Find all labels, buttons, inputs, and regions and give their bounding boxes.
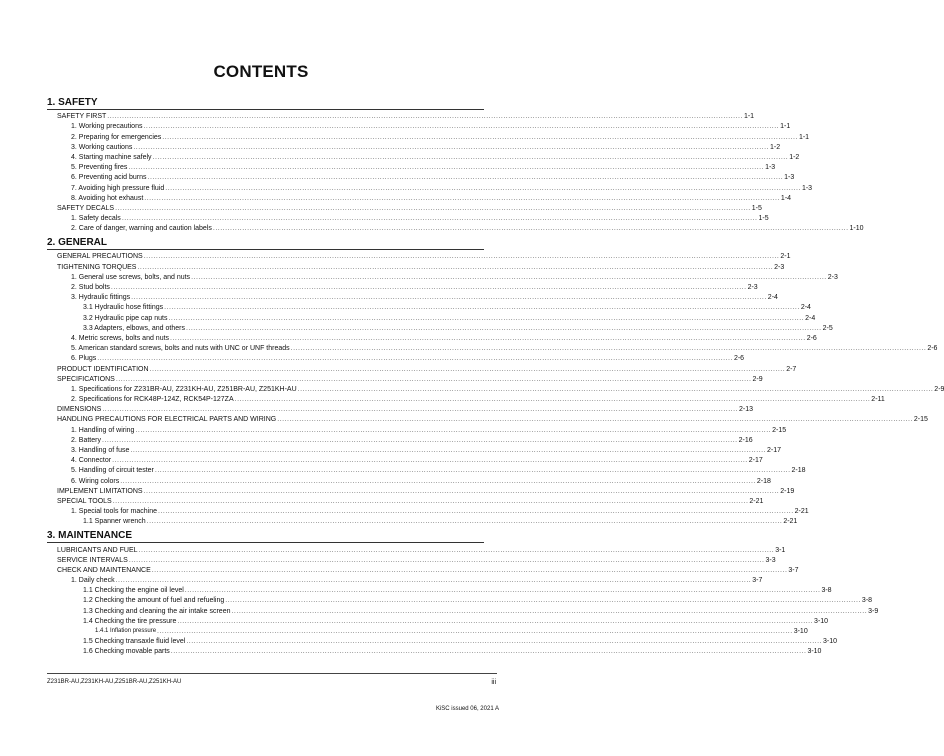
toc-entry[interactable]	[47, 394, 885, 404]
toc-entry[interactable]	[47, 424, 787, 434]
toc-entry[interactable]	[47, 435, 753, 445]
page-title: CONTENTS	[213, 62, 309, 81]
toc-entry[interactable]	[47, 616, 829, 626]
toc-leader-dots: ....................................................................................................................................................................................................................................................................	[231, 607, 868, 615]
toc-leader-dots: ....................................................................................................................................................................................................................................................................	[128, 556, 765, 564]
toc-entry-label: 1. Working precautions	[71, 123, 143, 131]
toc-entry[interactable]	[47, 455, 763, 465]
footer-page-number: iii	[491, 679, 496, 686]
toc-entry-page: 3-8	[861, 597, 873, 605]
toc-entry-page: 2-17	[767, 447, 782, 454]
toc-leader-dots: ....................................................................................................................................................................................................................................................................	[147, 174, 784, 182]
toc-entry-label: 1. Special tools for machine	[71, 508, 157, 516]
toc-entry-page: 1-1	[743, 113, 755, 121]
toc-entry[interactable]	[47, 111, 755, 121]
toc-entry[interactable]	[47, 506, 809, 516]
toc-leader-dots: ....................................................................................................................................................................................................................................................................	[115, 577, 752, 585]
toc-entry-label: 1. Handling of wiring	[71, 426, 135, 434]
toc-leader-dots: ....................................................................................................................................................................................................................................................................	[144, 194, 780, 202]
toc-entry[interactable]	[47, 565, 799, 575]
table-of-contents	[47, 96, 944, 656]
toc-entry-page: 2-6	[806, 334, 817, 342]
toc-entry-page: 3-7	[752, 577, 763, 585]
toc-entry-label: 3.2 Hydraulic pipe cap nuts	[83, 314, 168, 322]
toc-entry-page: 2-18	[756, 477, 771, 485]
toc-leader-dots: ....................................................................................................................................................................................................................................................................	[143, 487, 780, 495]
toc-entry-label: 3. Hydraulic fittings	[71, 294, 131, 302]
toc-leader-dots: ....................................................................................................................................................................................................................................................................	[191, 273, 827, 281]
toc-entry-label: 1.4 Checking the tire pressure	[83, 617, 177, 625]
toc-entry-page: 1-5	[751, 204, 762, 212]
toc-entry-label: 1.1 Spanner wrench	[83, 518, 146, 526]
toc-entry[interactable]	[47, 203, 762, 213]
toc-leader-dots: ....................................................................................................................................................................................................................................................................	[297, 385, 934, 393]
toc-leader-dots: ....................................................................................................................................................................................................................................................................	[107, 113, 743, 121]
toc-entry-label: 2. Stud bolts	[71, 284, 110, 291]
toc-entry-label: 2. Specifications for RCK48P-124Z, RCK54P-127ZA	[71, 396, 234, 404]
toc-leader-dots: ....................................................................................................................................................................................................................................................................	[177, 617, 814, 625]
toc-entry-label: 6. Preventing acid burns	[71, 174, 147, 182]
section-heading: 3. MAINTENANCE	[47, 529, 484, 543]
toc-entry-page: 3-7	[788, 566, 799, 574]
toc-entry-page: 2-15	[772, 426, 787, 434]
toc-entry-page: 1-3	[784, 174, 795, 182]
toc-entry-label: SAFETY FIRST	[57, 113, 107, 121]
toc-leader-dots: ....................................................................................................................................................................................................................................................................	[225, 597, 861, 605]
toc-entry-page: 2-17	[748, 457, 763, 465]
toc-entry[interactable]	[47, 374, 763, 384]
toc-entry-page: 2-19	[780, 487, 795, 495]
toc-leader-dots: ....................................................................................................................................................................................................................................................................	[149, 365, 786, 373]
toc-entry[interactable]	[47, 475, 771, 485]
toc-leader-dots: ....................................................................................................................................................................................................................................................................	[110, 284, 747, 291]
toc-entry[interactable]	[47, 555, 776, 565]
toc-leader-dots: ....................................................................................................................................................................................................................................................................	[157, 628, 793, 635]
issued-note: KiSC issued 06, 2021 A	[435, 706, 499, 712]
toc-entry[interactable]	[47, 605, 879, 615]
toc-leader-dots: ....................................................................................................................................................................................................................................................................	[154, 467, 791, 475]
toc-entry-page: 1-5	[758, 215, 769, 223]
toc-entry-page: 2-3	[827, 273, 838, 281]
toc-leader-dots: ....................................................................................................................................................................................................................................................................	[131, 294, 767, 302]
toc-entry-label: CHECK AND MAINTENANCE	[57, 566, 151, 574]
toc-leader-dots: ....................................................................................................................................................................................................................................................................	[135, 426, 772, 434]
toc-entry-label: 4. Connector	[71, 457, 112, 465]
toc-entry-page: 2-3	[774, 263, 785, 271]
toc-leader-dots: ....................................................................................................................................................................................................................................................................	[212, 225, 849, 233]
toc-entry-label: 4. Starting machine safely	[71, 153, 152, 161]
toc-entry-page: 2-21	[749, 497, 764, 505]
section-heading: 2. GENERAL	[47, 236, 484, 250]
toc-entry-label: 7. Avoiding high pressure fluid	[71, 184, 165, 192]
toc-entry[interactable]	[47, 162, 776, 172]
toc-leader-dots: ....................................................................................................................................................................................................................................................................	[185, 324, 822, 332]
toc-entry-label: 1. Safety decals	[71, 215, 121, 223]
toc-entry-label: 1.4.1 Inflation pressure	[95, 628, 157, 634]
toc-entry-page: 2-11	[871, 396, 885, 404]
toc-leader-dots: ....................................................................................................................................................................................................................................................................	[112, 497, 749, 505]
toc-entry[interactable]	[47, 142, 781, 152]
toc-entry-page: 3-10	[823, 638, 838, 646]
toc-leader-dots: ....................................................................................................................................................................................................................................................................	[168, 314, 805, 322]
toc-entry-page: 1-2	[770, 143, 781, 151]
toc-entry[interactable]	[47, 172, 795, 182]
toc-entry[interactable]	[47, 152, 800, 162]
toc-entry[interactable]	[47, 193, 792, 203]
toc-entry[interactable]	[47, 595, 873, 605]
toc-leader-dots: ....................................................................................................................................................................................................................................................................	[128, 164, 765, 172]
toc-entry[interactable]	[47, 626, 808, 636]
toc-entry-page: 2-4	[800, 304, 811, 312]
toc-leader-dots: ....................................................................................................................................................................................................................................................................	[143, 253, 780, 261]
toc-leader-dots: ....................................................................................................................................................................................................................................................................	[152, 153, 789, 161]
toc-entry[interactable]	[47, 312, 816, 322]
toc-entry[interactable]	[47, 261, 785, 271]
toc-entry-label: 6. Wiring colors	[71, 477, 120, 485]
toc-entry-page: 1-4	[780, 194, 792, 202]
toc-entry-label: 5. Handling of circuit tester	[71, 467, 154, 475]
toc-entry-label: 1. Daily check	[71, 577, 115, 585]
toc-entry[interactable]	[47, 121, 791, 131]
toc-leader-dots: ....................................................................................................................................................................................................................................................................	[290, 345, 927, 353]
toc-entry-label: DIMENSIONS	[57, 406, 102, 414]
toc-entry[interactable]	[47, 131, 810, 141]
toc-entry-label: 2. Battery	[71, 436, 101, 444]
toc-entry-page: 2-1	[780, 253, 791, 261]
toc-entry[interactable]	[47, 465, 806, 475]
toc-leader-dots: ....................................................................................................................................................................................................................................................................	[130, 447, 767, 454]
toc-leader-dots: ....................................................................................................................................................................................................................................................................	[133, 143, 770, 151]
toc-entry[interactable]	[47, 516, 798, 526]
toc-leader-dots: ....................................................................................................................................................................................................................................................................	[146, 518, 783, 526]
toc-leader-dots: ....................................................................................................................................................................................................................................................................	[115, 375, 752, 383]
toc-entry[interactable]	[47, 272, 838, 282]
toc-entry-label: 1.3 Checking and cleaning the air intake screen	[83, 607, 231, 615]
toc-entry[interactable]	[47, 223, 864, 233]
toc-leader-dots: ....................................................................................................................................................................................................................................................................	[158, 508, 794, 516]
footer-divider	[47, 673, 497, 674]
toc-entry-label: 1.5 Checking transaxle fluid level	[83, 638, 186, 646]
toc-entry-label: 3. Handling of fuse	[71, 447, 130, 454]
toc-leader-dots: ....................................................................................................................................................................................................................................................................	[165, 184, 801, 192]
toc-entry-page: 2-9	[752, 375, 763, 383]
toc-entry[interactable]	[47, 333, 817, 343]
toc-entry-label: 1. Specifications for Z231BR-AU, Z231KH-AU, Z251BR-AU, Z251KH-AU	[71, 385, 297, 393]
toc-entry-label: LUBRICANTS AND FUEL	[57, 546, 138, 554]
toc-leader-dots: ....................................................................................................................................................................................................................................................................	[143, 123, 780, 131]
toc-entry[interactable]	[47, 646, 822, 656]
toc-entry-page: 3-10	[814, 617, 829, 625]
toc-entry[interactable]	[47, 486, 795, 496]
toc-leader-dots: ....................................................................................................................................................................................................................................................................	[162, 133, 798, 141]
toc-entry[interactable]	[47, 414, 928, 424]
toc-leader-dots: ....................................................................................................................................................................................................................................................................	[170, 648, 807, 656]
toc-entry[interactable]	[47, 445, 782, 455]
toc-entry-page: 2-9	[934, 385, 944, 393]
toc-entry-page: 1-1	[780, 123, 791, 131]
toc-entry-label: SAFETY DECALS	[57, 204, 115, 212]
toc-entry[interactable]	[47, 363, 797, 373]
footer-models: Z231BR-AU,Z231KH-AU,Z251BR-AU,Z251KH-AU	[47, 679, 182, 685]
toc-entry-page: 3-3	[765, 556, 776, 564]
toc-leader-dots: ....................................................................................................................................................................................................................................................................	[112, 457, 748, 465]
toc-entry-label: 4. Metric screws, bolts and nuts	[71, 334, 170, 342]
toc-entry-page: 2-4	[767, 294, 778, 302]
toc-entry-page: 2-6	[733, 355, 745, 363]
section-heading: 1. SAFETY	[47, 96, 484, 110]
toc-leader-dots: ....................................................................................................................................................................................................................................................................	[120, 477, 756, 485]
toc-entry[interactable]	[47, 353, 745, 363]
toc-entry[interactable]	[47, 585, 832, 595]
toc-entry[interactable]	[47, 384, 944, 394]
toc-leader-dots: ....................................................................................................................................................................................................................................................................	[101, 436, 738, 444]
toc-entry-label: PRODUCT IDENTIFICATION	[57, 365, 149, 373]
toc-leader-dots: ....................................................................................................................................................................................................................................................................	[277, 416, 913, 424]
toc-entry-page: 2-4	[805, 314, 816, 322]
toc-entry[interactable]	[47, 544, 786, 554]
toc-entry-page: 2-16	[738, 436, 753, 444]
toc-entry-page: 3-10	[793, 628, 808, 635]
toc-leader-dots: ....................................................................................................................................................................................................................................................................	[138, 546, 775, 554]
toc-entry-page: 1-2	[789, 153, 800, 161]
toc-entry-label: 1.2 Checking the amount of fuel and refueling	[83, 597, 225, 605]
toc-entry[interactable]	[47, 282, 758, 292]
toc-leader-dots: ....................................................................................................................................................................................................................................................................	[151, 566, 788, 574]
toc-entry-label: 3. Working cautions	[71, 143, 133, 151]
toc-entry[interactable]	[47, 323, 833, 333]
toc-entry-label: 5. Preventing fires	[71, 164, 128, 172]
toc-leader-dots: ....................................................................................................................................................................................................................................................................	[97, 355, 733, 363]
toc-entry-page: 2-3	[747, 284, 758, 291]
toc-entry-page: 2-21	[783, 518, 798, 526]
toc-entry[interactable]	[47, 343, 938, 353]
toc-entry[interactable]	[47, 251, 791, 261]
toc-entry-label: SERVICE INTERVALS	[57, 556, 128, 564]
toc-entry-page: 2-7	[786, 365, 797, 373]
toc-entry-label: 2. Preparing for emergencies	[71, 133, 162, 141]
toc-entry-page: 1-1	[798, 133, 810, 141]
toc-entry[interactable]	[47, 302, 811, 312]
toc-entry-label: 3.3 Adapters, elbows, and others	[83, 324, 185, 332]
toc-entry-label: GENERAL PRECAUTIONS	[57, 253, 143, 261]
toc-entry-page: 3-9	[868, 607, 879, 615]
toc-entry[interactable]	[47, 182, 813, 192]
toc-entry-label: 3.1 Hydraulic hose fittings	[83, 304, 164, 312]
toc-entry-label: 6. Plugs	[71, 355, 97, 363]
toc-entry-page: 1-3	[801, 184, 813, 192]
toc-entry[interactable]	[47, 575, 763, 585]
toc-entry-label: SPECIFICATIONS	[57, 375, 115, 383]
toc-entry[interactable]	[47, 636, 838, 646]
toc-entry-label: 1.6 Checking movable parts	[83, 648, 170, 656]
toc-leader-dots: ....................................................................................................................................................................................................................................................................	[186, 638, 822, 646]
toc-entry[interactable]	[47, 404, 754, 414]
toc-entry[interactable]	[47, 213, 769, 223]
toc-entry-page: 2-15	[913, 416, 928, 424]
toc-entry-page: 1-10	[849, 225, 864, 233]
toc-entry[interactable]	[47, 292, 778, 302]
toc-entry-page: 2-21	[794, 508, 809, 516]
toc-leader-dots: ....................................................................................................................................................................................................................................................................	[184, 587, 821, 595]
toc-entry-label: 1.1 Checking the engine oil level	[83, 587, 184, 595]
toc-entry-label: SPECIAL TOOLS	[57, 497, 112, 505]
toc-entry-page: 3-10	[807, 648, 822, 656]
toc-leader-dots: ....................................................................................................................................................................................................................................................................	[234, 396, 871, 404]
toc-entry-label: 5. American standard screws, bolts and nuts with UNC or UNF threads	[71, 345, 290, 353]
toc-leader-dots: ....................................................................................................................................................................................................................................................................	[102, 406, 738, 414]
toc-entry-label: IMPLEMENT LIMITATIONS	[57, 487, 143, 495]
toc-entry-page: 2-5	[822, 324, 833, 332]
toc-leader-dots: ....................................................................................................................................................................................................................................................................	[164, 304, 800, 312]
toc-leader-dots: ....................................................................................................................................................................................................................................................................	[115, 204, 751, 212]
toc-entry-page: 1-3	[765, 164, 776, 172]
toc-entry-label: 1. General use screws, bolts, and nuts	[71, 273, 191, 281]
toc-entry-page: 3-1	[775, 546, 786, 554]
toc-leader-dots: ....................................................................................................................................................................................................................................................................	[137, 263, 774, 271]
toc-entry-label: HANDLING PRECAUTIONS FOR ELECTRICAL PARTS AND WIRING	[57, 416, 277, 424]
toc-entry-label: 8. Avoiding hot exhaust	[71, 194, 144, 202]
toc-entry-page: 2-6	[927, 345, 938, 353]
toc-leader-dots: ....................................................................................................................................................................................................................................................................	[170, 334, 806, 342]
toc-entry-page: 2-13	[739, 406, 754, 414]
toc-entry-label: TIGHTENING TORQUES	[57, 263, 137, 271]
toc-entry-page: 2-18	[791, 467, 806, 475]
toc-leader-dots: ....................................................................................................................................................................................................................................................................	[121, 215, 758, 223]
toc-entry-page: 3-8	[821, 587, 832, 595]
toc-entry[interactable]	[47, 496, 764, 506]
toc-entry-label: 2. Care of danger, warning and caution labels	[71, 225, 212, 233]
